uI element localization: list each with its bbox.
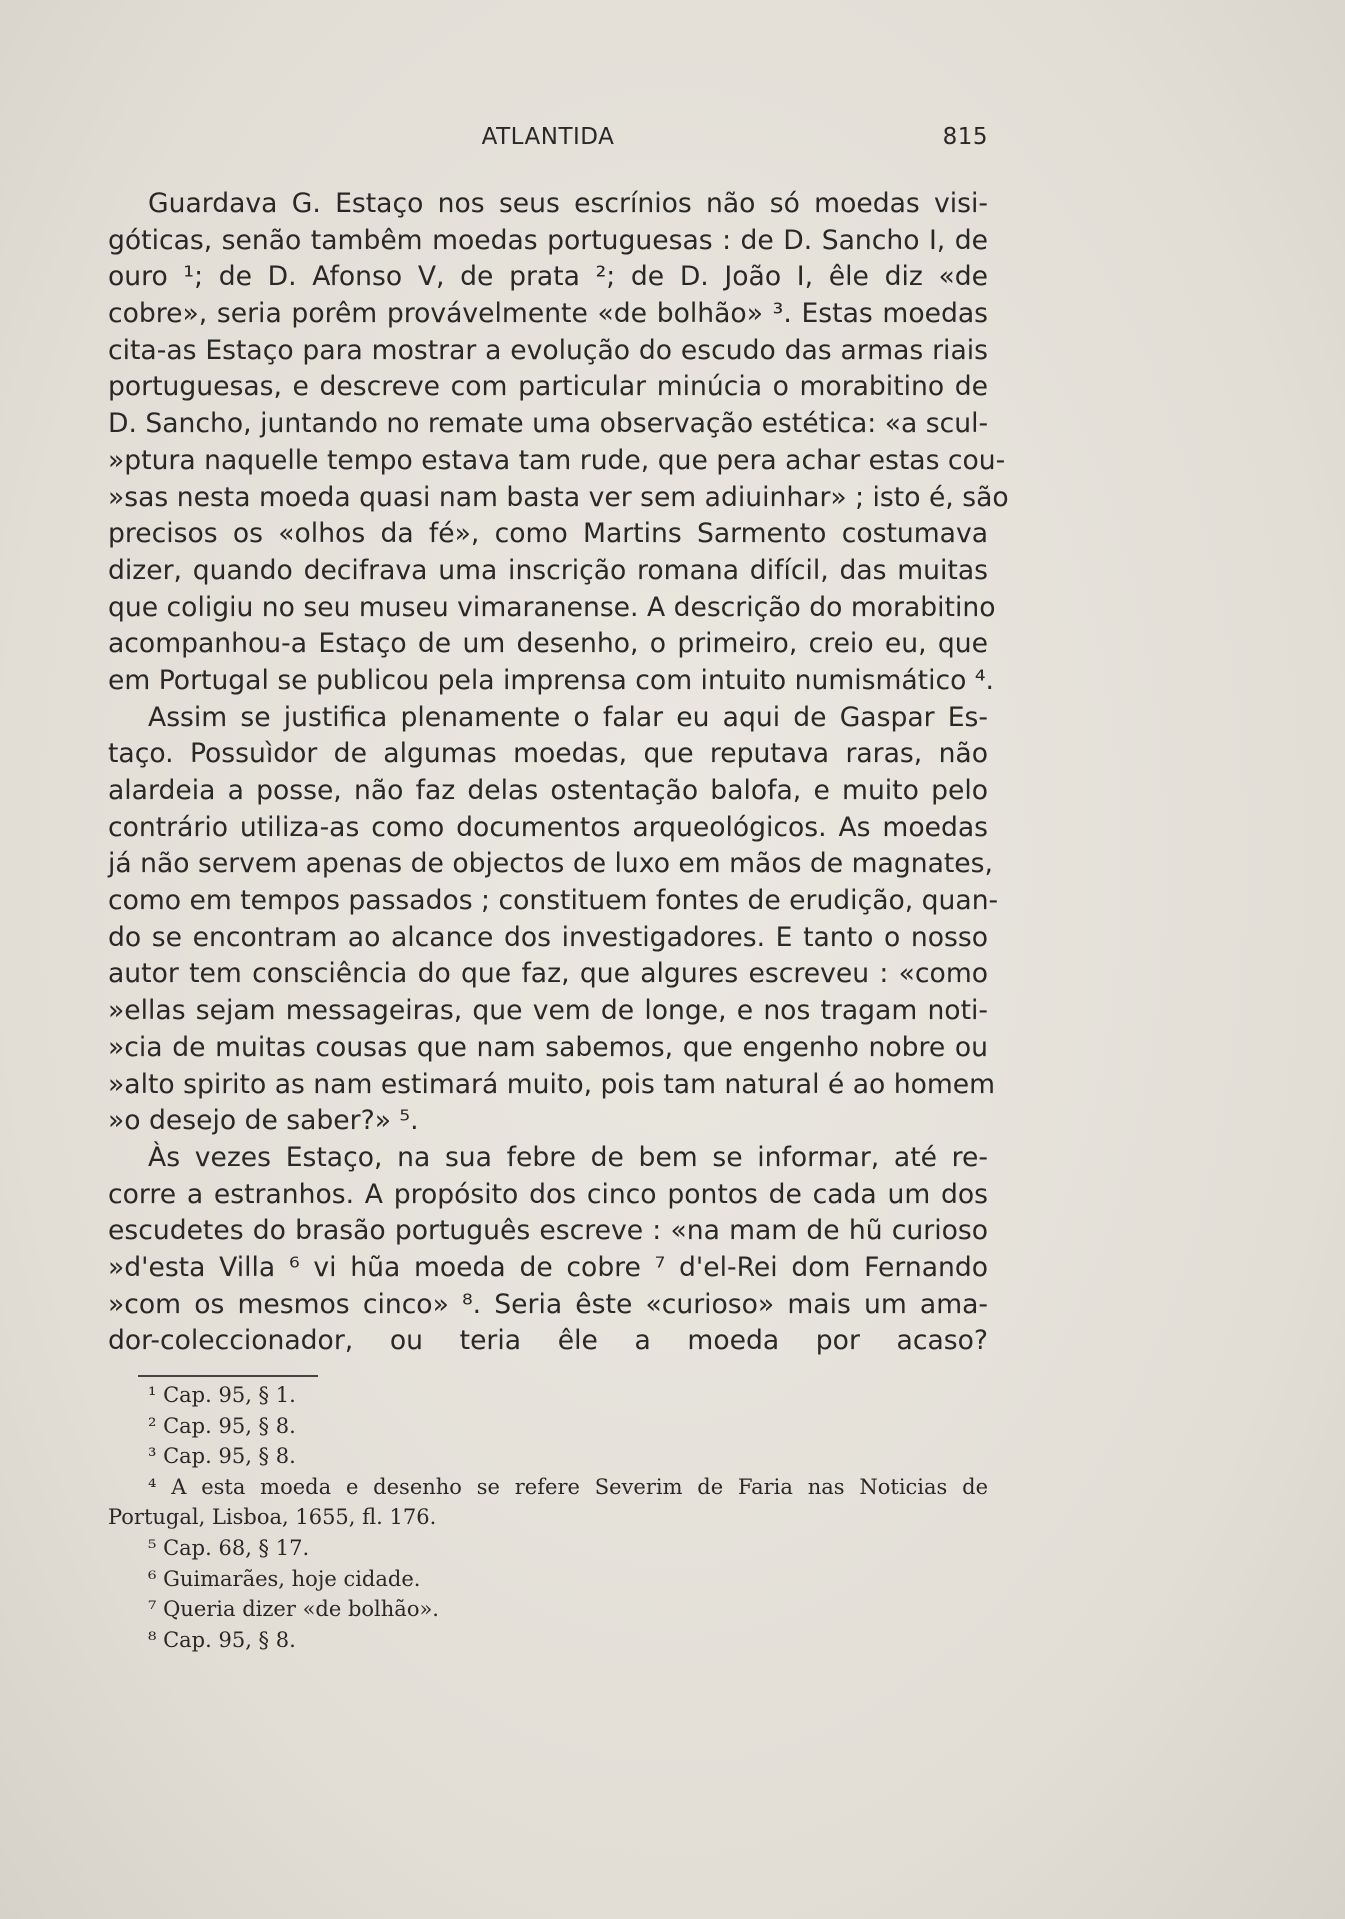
text-line: em Portugal se publicou pela imprensa com intuito numismático ⁴. bbox=[108, 664, 994, 696]
text-line: ouro ¹; de D. Afonso V, de prata ²; de D. João I, êle diz «de bbox=[108, 261, 988, 293]
text-line: »cia de muitas cousas que nam sabemos, que engenho nobre ou bbox=[108, 1031, 988, 1063]
footnote: ⁴ A esta moeda e desenho se refere Severim de Faria nas Noticias de bbox=[148, 1474, 988, 1499]
footnote-continuation: Portugal, Lisboa, 1655, fl. 176. bbox=[108, 1505, 437, 1530]
text-line: »d'esta Villa ⁶ vi hũa moeda de cobre ⁷ d'el-Rei dom Fernando bbox=[108, 1251, 988, 1283]
running-title: ATLANTIDA bbox=[481, 124, 615, 150]
text-line: alardeia a posse, não faz delas ostentação balofa, e muito pelo bbox=[108, 775, 988, 806]
footnote-divider bbox=[138, 1375, 318, 1377]
text-line: contrário utiliza-as como documentos arqueológicos. As moedas bbox=[108, 811, 988, 843]
text-line: góticas, senão tambêm moedas portuguesas : de D. Sancho I, de bbox=[108, 224, 988, 256]
text-line: Guardava G. Estaço nos seus escrínios não só moedas visi- bbox=[148, 188, 988, 219]
body-text bbox=[108, 186, 1009, 1360]
footnote: ⁵ Cap. 68, § 17. bbox=[148, 1535, 310, 1560]
footnote: ⁷ Queria dizer «de bolhão». bbox=[148, 1597, 439, 1622]
text-line: cobre», seria porêm provávelmente «de bolhão» ³. Estas moedas bbox=[108, 298, 988, 330]
footnote: ⁸ Cap. 95, § 8. bbox=[148, 1627, 296, 1652]
footnote: ³ Cap. 95, § 8. bbox=[148, 1444, 296, 1469]
text-line: taço. Possuìdor de algumas moedas, que reputava raras, não bbox=[108, 738, 988, 770]
footnote: ¹ Cap. 95, § 1. bbox=[148, 1383, 296, 1407]
text-line: Assim se justifica plenamente o falar eu aqui de Gaspar Es- bbox=[148, 701, 988, 733]
footnote: ⁶ Guimarães, hoje cidade. bbox=[148, 1566, 421, 1591]
text-line: do se encontram ao alcance dos investigadores. E tanto o nosso bbox=[108, 921, 988, 953]
text-line: »sas nesta moeda quasi nam basta ver sem adiuinhar» ; isto é, são bbox=[108, 481, 1009, 513]
text-line: cita-as Estaço para mostrar a evolução do escudo das armas riais bbox=[108, 334, 988, 366]
text-line: »alto spirito as nam estimará muito, pois tam natural é ao homem bbox=[108, 1068, 996, 1100]
text-line: precisos os «olhos da fé», como Martins Sarmento costumava bbox=[108, 518, 988, 550]
text-line: »com os mesmos cinco» ⁸. Seria êste «curioso» mais um ama- bbox=[108, 1288, 988, 1320]
text-line: acompanhou-a Estaço de um desenho, o primeiro, creio eu, que bbox=[108, 628, 988, 660]
text-line: dor-coleccionador, ou teria êle a moeda por acaso? bbox=[108, 1325, 988, 1357]
text-line: »ellas sejam messageiras, que vem de longe, e nos tragam noti- bbox=[108, 995, 988, 1027]
text-line: que coligiu no seu museu vimaranense. A descrição do morabitino bbox=[108, 591, 996, 623]
text-line: já não servem apenas de objectos de luxo em mãos de magnates, bbox=[108, 848, 993, 880]
text-line: »ptura naquelle tempo estava tam rude, que pera achar estas cou- bbox=[108, 444, 1006, 476]
text-line: D. Sancho, juntando no remate uma observação estética: «a scul- bbox=[108, 408, 989, 440]
text-line: corre a estranhos. A propósito dos cinco pontos de cada um dos bbox=[108, 1178, 988, 1210]
text-line: portuguesas, e descreve com particular minúcia o morabitino de bbox=[108, 371, 988, 403]
page-number: 815 bbox=[942, 124, 988, 150]
running-header bbox=[108, 124, 988, 158]
text-line: como em tempos passados ; constituem fontes de erudição, quan- bbox=[108, 885, 999, 917]
footnotes bbox=[108, 1380, 988, 1655]
text-line: escudetes do brasão português escreve : «na mam de hũ curioso bbox=[108, 1215, 988, 1247]
footnote: ² Cap. 95, § 8. bbox=[148, 1413, 296, 1438]
text-line: dizer, quando decifrava uma inscrição romana difícil, das muitas bbox=[108, 554, 988, 586]
text-line: »o desejo de saber?» ⁵. bbox=[108, 1105, 419, 1137]
text-line: Às vezes Estaço, na sua febre de bem se informar, até re- bbox=[148, 1141, 988, 1173]
text-line: autor tem consciência do que faz, que algures escreveu : «como bbox=[108, 958, 988, 990]
